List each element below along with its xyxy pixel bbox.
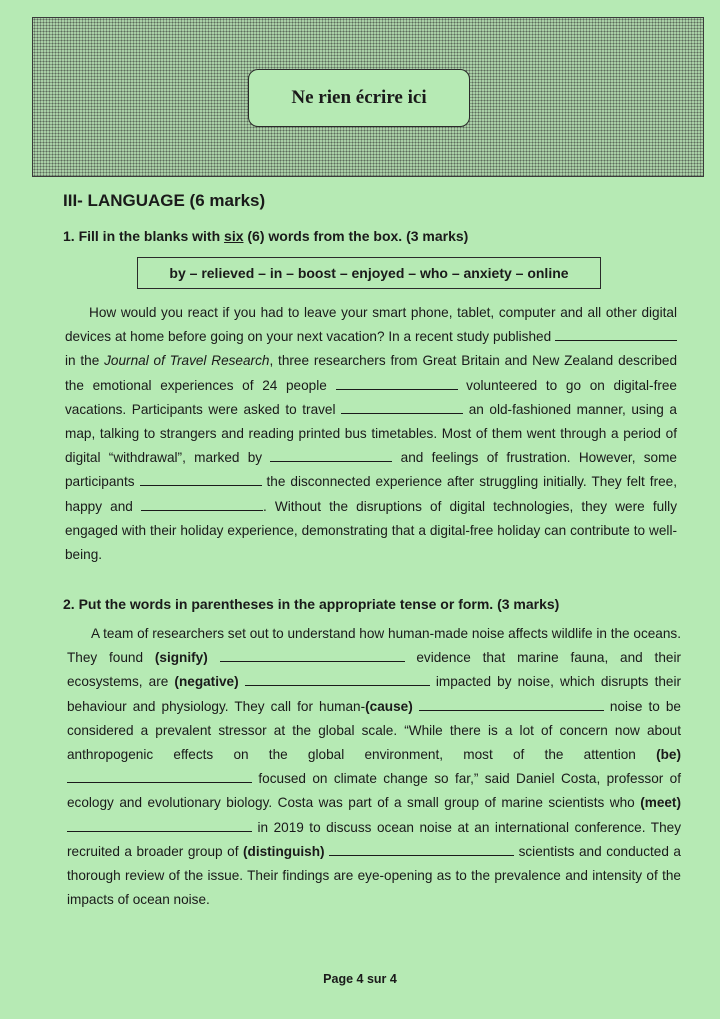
- blank-3[interactable]: [341, 401, 463, 414]
- q1-instruction-underlined: six: [224, 228, 244, 244]
- gap-4[interactable]: [67, 770, 252, 783]
- page-number: Page 4 sur 4: [323, 972, 397, 986]
- blank-6[interactable]: [141, 498, 263, 511]
- section-title: III- LANGUAGE (6 marks): [63, 191, 266, 210]
- no-write-label: Ne rien écrire ici: [248, 69, 470, 127]
- journal-title: Journal of Travel Research: [104, 353, 270, 369]
- gap-2[interactable]: [245, 673, 430, 686]
- blank-1[interactable]: [555, 328, 677, 341]
- blank-4[interactable]: [270, 449, 392, 462]
- gap-6[interactable]: [329, 843, 514, 856]
- q1-instruction: 1. Fill in the blanks with six (6) words from the box. (3 marks): [63, 228, 469, 244]
- q2-instruction: 2. Put the words in parentheses in the appropriate tense or form. (3 marks): [63, 596, 560, 612]
- q1-paragraph: How would you react if you had to leave your smart phone, tablet, computer and all other digital devices at home before going on your next vacation? In a recent study published in the Journal of Travel Research, three researchers from Great Britain and New Zealand described the emotional experiences of 24 people volunteered to go on digital-free vacations. Participants were asked to travel an old-fashioned manner, using a map, talking to strangers and reading printed bus timetables. Most of them went through a period of digital “withdrawal”, marked by and feelings of frustration. However, some participants the disconnected experience after struggling initially. They felt free, happy and . Without the disruptions of digital technologies, they were fully engaged with their holiday experience, demonstrating that a digital-free holiday can contribute to well-being.: [65, 305, 678, 563]
- blank-5[interactable]: [140, 473, 262, 486]
- gap-3[interactable]: [419, 698, 604, 711]
- word-box: by – relieved – in – boost – enjoyed – who – anxiety – online: [137, 257, 601, 289]
- q2-paragraph: A team of researchers set out to understand how human-made noise affects wildlife in the oceans. They found (signify) evidence that marine fauna, and their ecosystems, are (negative) impacted by noise, which disrupts their behaviour and physiology. They call for human-(cause) noise to be considered a prevalent stressor at the global scale. “While there is a lot of concern now about anthropogenic effects on the global environment, most of the attention (be) focused on climate change so far,” said Daniel Costa, professor of ecology and evolutionary biology. Costa was part of a small group of marine scientists who (meet) in 2019 to discuss ocean noise at an international conference. They recruited a broader group of (distinguish) scientists and conducted a thorough review of the issue. Their findings are eye-opening as to the prevalence and intensity of the impacts of ocean noise.: [67, 626, 682, 908]
- blank-2[interactable]: [336, 377, 458, 390]
- gap-1[interactable]: [220, 649, 405, 662]
- gap-5[interactable]: [67, 819, 252, 832]
